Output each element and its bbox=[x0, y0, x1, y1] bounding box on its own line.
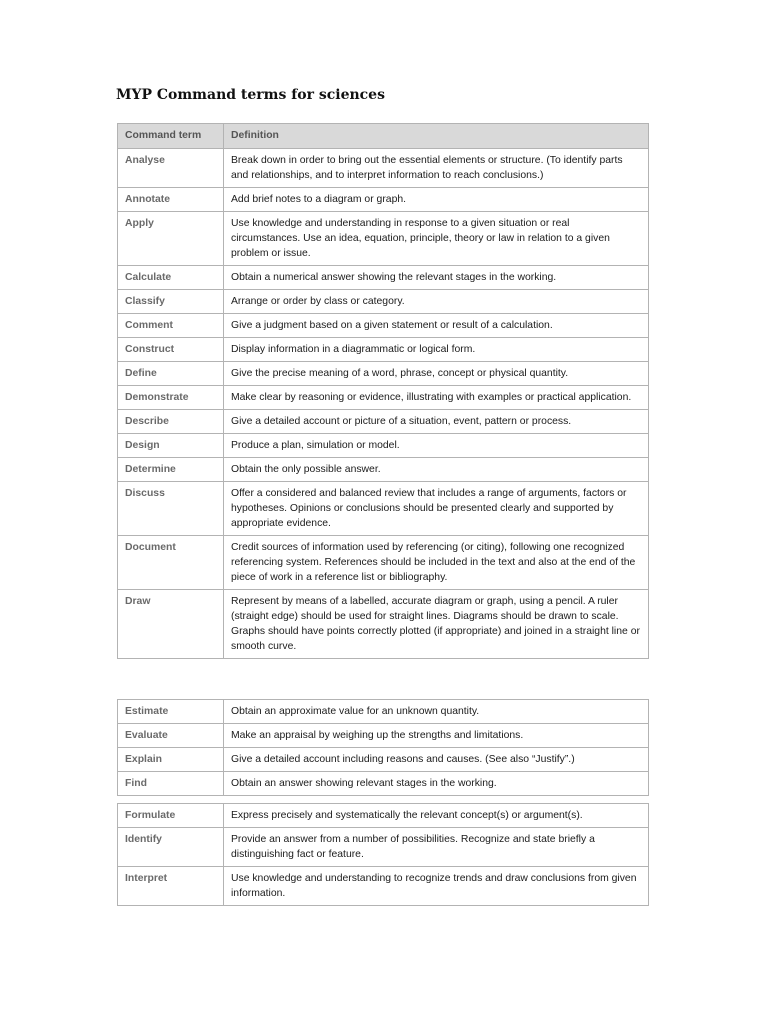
definition-cell: Give a detailed account including reasons and causes. (See also “Justify”.) bbox=[224, 748, 649, 772]
command-term-cell: Calculate bbox=[118, 266, 224, 290]
command-term-cell: Demonstrate bbox=[118, 386, 224, 410]
table-row bbox=[118, 482, 649, 536]
table-row bbox=[118, 266, 649, 290]
command-term-cell: Explain bbox=[118, 748, 224, 772]
command-term-cell: Design bbox=[118, 434, 224, 458]
definition-cell: Give a judgment based on a given statement or result of a calculation. bbox=[224, 314, 649, 338]
table-row bbox=[118, 212, 649, 266]
definition-cell: Make an appraisal by weighing up the strengths and limitations. bbox=[224, 724, 649, 748]
table-header-row bbox=[118, 124, 649, 149]
command-term-cell: Comment bbox=[118, 314, 224, 338]
table-row bbox=[118, 188, 649, 212]
definition-cell: Arrange or order by class or category. bbox=[224, 290, 649, 314]
command-term-cell: Find bbox=[118, 772, 224, 796]
table-body bbox=[118, 804, 649, 906]
definition-cell: Obtain a numerical answer showing the relevant stages in the working. bbox=[224, 266, 649, 290]
table-row bbox=[118, 410, 649, 434]
command-terms-table-continued bbox=[117, 803, 649, 906]
page-title: MYP Command terms for sciences bbox=[116, 87, 385, 103]
command-term-cell: Formulate bbox=[118, 804, 224, 828]
column-header-definition: Definition bbox=[224, 124, 649, 149]
definition-cell: Obtain the only possible answer. bbox=[224, 458, 649, 482]
command-term-cell: Describe bbox=[118, 410, 224, 434]
table-row bbox=[118, 434, 649, 458]
definition-cell: Produce a plan, simulation or model. bbox=[224, 434, 649, 458]
command-term-cell: Document bbox=[118, 536, 224, 590]
definition-cell: Add brief notes to a diagram or graph. bbox=[224, 188, 649, 212]
table-row bbox=[118, 772, 649, 796]
command-term-cell: Draw bbox=[118, 590, 224, 659]
table-row bbox=[118, 748, 649, 772]
table-row bbox=[118, 536, 649, 590]
table-row bbox=[118, 828, 649, 867]
definition-cell: Use knowledge and understanding in response to a given situation or real circumstances. Use an idea, equation, principle, theory or law in relation to a given problem or issue. bbox=[224, 212, 649, 266]
table-row bbox=[118, 290, 649, 314]
definition-cell: Display information in a diagrammatic or logical form. bbox=[224, 338, 649, 362]
table-row bbox=[118, 338, 649, 362]
table-body bbox=[118, 700, 649, 796]
definition-cell: Offer a considered and balanced review that includes a range of arguments, factors or hypotheses. Opinions or conclusions should be presented clearly and supported by appropriate evidence. bbox=[224, 482, 649, 536]
column-header-command-term: Command term bbox=[118, 124, 224, 149]
table-row bbox=[118, 590, 649, 659]
table-row bbox=[118, 314, 649, 338]
command-term-cell: Interpret bbox=[118, 867, 224, 906]
command-term-cell: Classify bbox=[118, 290, 224, 314]
definition-cell: Make clear by reasoning or evidence, illustrating with examples or practical application. bbox=[224, 386, 649, 410]
command-term-cell: Evaluate bbox=[118, 724, 224, 748]
command-term-cell: Analyse bbox=[118, 149, 224, 188]
command-term-cell: Annotate bbox=[118, 188, 224, 212]
command-term-cell: Determine bbox=[118, 458, 224, 482]
definition-cell: Give a detailed account or picture of a situation, event, pattern or process. bbox=[224, 410, 649, 434]
table-row bbox=[118, 700, 649, 724]
table-row bbox=[118, 867, 649, 906]
definition-cell: Use knowledge and understanding to recognize trends and draw conclusions from given information. bbox=[224, 867, 649, 906]
table-row bbox=[118, 362, 649, 386]
command-term-cell: Define bbox=[118, 362, 224, 386]
definition-cell: Obtain an answer showing relevant stages in the working. bbox=[224, 772, 649, 796]
command-terms-table bbox=[117, 123, 649, 659]
command-term-cell: Discuss bbox=[118, 482, 224, 536]
table-row bbox=[118, 724, 649, 748]
definition-cell: Give the precise meaning of a word, phrase, concept or physical quantity. bbox=[224, 362, 649, 386]
command-term-cell: Identify bbox=[118, 828, 224, 867]
definition-cell: Obtain an approximate value for an unknown quantity. bbox=[224, 700, 649, 724]
definition-cell: Break down in order to bring out the essential elements or structure. (To identify parts and relationships, and to interpret information to reach conclusions.) bbox=[224, 149, 649, 188]
definition-cell: Credit sources of information used by referencing (or citing), following one recognized referencing system. References should be included in the text and also at the end of the piece of work in a reference list or bibliography. bbox=[224, 536, 649, 590]
table-row bbox=[118, 386, 649, 410]
command-term-cell: Apply bbox=[118, 212, 224, 266]
table-row bbox=[118, 804, 649, 828]
command-terms-table-continued bbox=[117, 699, 649, 796]
command-term-cell: Estimate bbox=[118, 700, 224, 724]
table-body bbox=[118, 149, 649, 659]
definition-cell: Represent by means of a labelled, accurate diagram or graph, using a pencil. A ruler (straight edge) should be used for straight lines. Diagrams should be drawn to scale. Graphs should have points correctly plotted (if appropriate) and joined in a straight line or smooth curve. bbox=[224, 590, 649, 659]
table-row bbox=[118, 149, 649, 188]
table-row bbox=[118, 458, 649, 482]
definition-cell: Provide an answer from a number of possibilities. Recognize and state briefly a distinguishing fact or feature. bbox=[224, 828, 649, 867]
definition-cell: Express precisely and systematically the relevant concept(s) or argument(s). bbox=[224, 804, 649, 828]
command-term-cell: Construct bbox=[118, 338, 224, 362]
